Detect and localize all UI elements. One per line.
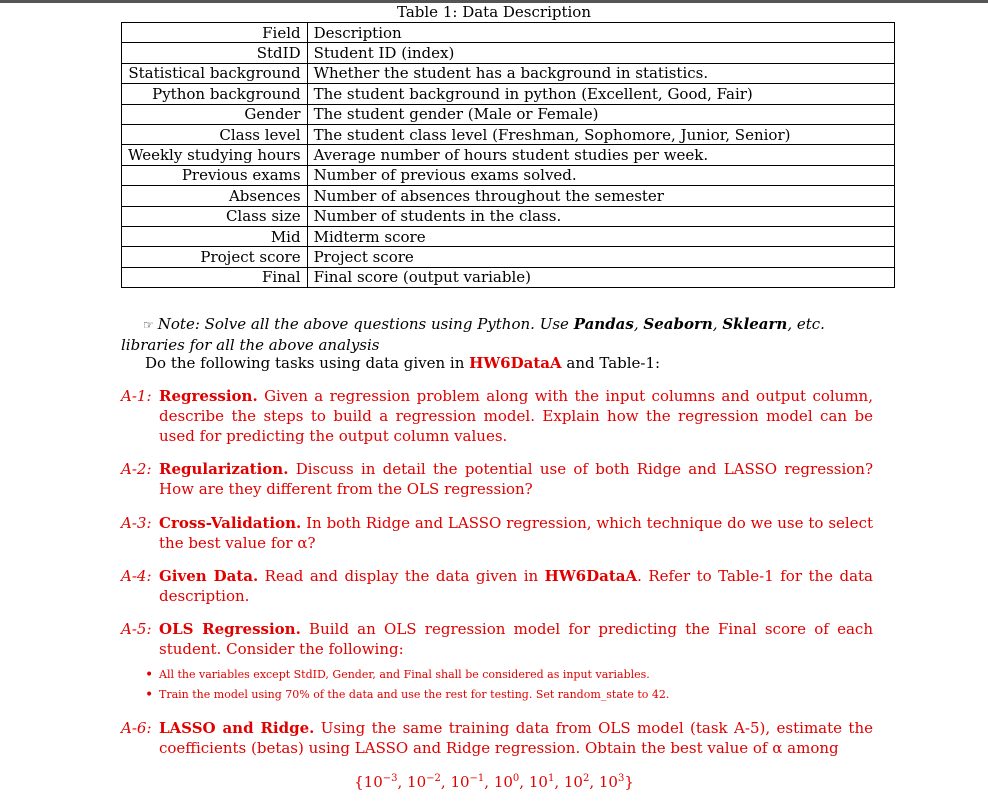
- formula-exponent: 3: [617, 773, 625, 784]
- formula-separator: ,: [519, 773, 529, 791]
- bullet-item: • All the variables except StdID, Gender, and Final shall be considered as input variables.: [159, 665, 873, 685]
- table-row: [122, 206, 895, 226]
- note-sep: ,: [712, 315, 723, 333]
- row-description: Project score: [307, 247, 894, 267]
- row-field: StdID: [122, 43, 308, 63]
- tasks-intro-text: Do the following tasks using data given in: [145, 354, 470, 372]
- row-description: The student class level (Freshman, Sophomore, Junior, Senior): [307, 124, 894, 144]
- table-header-row: [122, 23, 895, 43]
- task-number: A-5:: [121, 620, 152, 638]
- task-heading: LASSO and Ridge.: [159, 719, 315, 737]
- formula-exponent: −3: [382, 773, 398, 784]
- formula-exponent: 1: [547, 773, 555, 784]
- row-description: Number of students in the class.: [307, 206, 894, 226]
- row-field: Class level: [122, 124, 308, 144]
- tasks-intro: [145, 353, 660, 373]
- formula-base: 10: [450, 773, 470, 791]
- task-a1: [121, 386, 873, 446]
- formula-exponent: −2: [426, 773, 441, 784]
- row-description: Average number of hours student studies per week.: [307, 145, 894, 165]
- pointing-hand-icon: ☞: [143, 318, 154, 332]
- task-a4: [121, 566, 873, 606]
- row-field: Class size: [122, 206, 308, 226]
- library-pandas: Pandas: [573, 315, 634, 333]
- task-a5: [121, 619, 873, 705]
- task-heading: Regression.: [159, 387, 258, 405]
- tasks-intro-suffix: and Table-1:: [561, 354, 661, 372]
- row-field: Weekly studying hours: [122, 145, 308, 165]
- formula-base: 10: [563, 773, 583, 791]
- note-sep: ,: [633, 315, 644, 333]
- table-row: [122, 124, 895, 144]
- row-description: Final score (output variable): [307, 267, 894, 287]
- table-row: [122, 104, 895, 124]
- table-row: [122, 63, 895, 83]
- row-field: Statistical background: [122, 63, 308, 83]
- formula-base: 10: [407, 773, 427, 791]
- table-row: [122, 186, 895, 206]
- formula-brace-close: }: [624, 773, 634, 791]
- task-heading: Regularization.: [159, 460, 289, 478]
- task-number: A-6:: [121, 719, 152, 737]
- task-text: Build an OLS regression model for predicting the Final score of each student. Consider the following:: [159, 620, 873, 658]
- alpha-candidates-formula: [0, 773, 988, 791]
- task-a6: [121, 718, 873, 758]
- row-description: Midterm score: [307, 226, 894, 246]
- note-text: Note: Solve all the above questions using Python. Use: [157, 315, 574, 333]
- task-number: A-3:: [121, 514, 152, 532]
- dataset-name: HW6DataA: [469, 354, 562, 372]
- dataset-name: HW6DataA: [544, 567, 638, 585]
- task-text-end: . Refer to Table-1 for the data description.: [159, 567, 873, 605]
- formula-brace-open: {: [354, 773, 364, 791]
- task-heading: Given Data.: [159, 567, 259, 585]
- task-number: A-2:: [121, 460, 152, 478]
- task-number: A-1:: [121, 387, 152, 405]
- note-paragraph: [121, 314, 881, 355]
- row-field: Previous exams: [122, 165, 308, 185]
- formula-separator: ,: [397, 773, 408, 791]
- table-row: [122, 84, 895, 104]
- row-field: Project score: [122, 247, 308, 267]
- note-suffix: , etc. libraries for all the above analysis: [121, 315, 825, 354]
- row-field: Mid: [122, 226, 308, 246]
- formula-separator: ,: [554, 773, 564, 791]
- task-a5-bullets: [121, 665, 873, 705]
- formula-separator: ,: [589, 773, 599, 791]
- header-field: Field: [122, 23, 308, 43]
- task-text: Using the same training data from OLS model (task A-5), estimate the coefficients (betas) using LASSO and Ridge regression. Obtain the best value of α among: [159, 719, 873, 757]
- row-field: Absences: [122, 186, 308, 206]
- table-row: [122, 165, 895, 185]
- row-description: Number of absences throughout the semester: [307, 186, 894, 206]
- table-row: [122, 145, 895, 165]
- task-text: Read and display the data given in: [258, 567, 545, 585]
- formula-exponent: −1: [469, 773, 485, 784]
- formula-exponent: 2: [582, 773, 590, 784]
- table-row: [122, 267, 895, 287]
- formula-separator: ,: [484, 773, 494, 791]
- row-description: The student background in python (Excellent, Good, Fair): [307, 84, 894, 104]
- table-row: [122, 226, 895, 246]
- table-row: [122, 247, 895, 267]
- library-seaborn: Seaborn: [643, 315, 713, 333]
- row-description: Student ID (index): [307, 43, 894, 63]
- task-heading: Cross-Validation.: [159, 514, 302, 532]
- formula-base: 10: [528, 773, 548, 791]
- formula-separator: ,: [440, 773, 451, 791]
- task-a2: [121, 459, 873, 499]
- row-field: Python background: [122, 84, 308, 104]
- task-a3: [121, 513, 873, 553]
- data-description-table: [121, 22, 895, 288]
- formula-base: 10: [493, 773, 513, 791]
- task-text: In both Ridge and LASSO regression, which technique do we use to select the best value for α?: [159, 514, 873, 552]
- header-description: Description: [307, 23, 894, 43]
- row-field: Gender: [122, 104, 308, 124]
- bullet-item: • Train the model using 70% of the data and use the rest for testing. Set random_state to 42.: [159, 685, 873, 705]
- table-row: [122, 43, 895, 63]
- formula-base: 10: [363, 773, 383, 791]
- formula-base: 10: [598, 773, 618, 791]
- task-text: Given a regression problem along with the input columns and output column, describe the steps to build a regression model. Explain how the regression model can be used for predicting the output column values.: [159, 387, 873, 445]
- table-caption: Table 1: Data Description: [397, 3, 591, 21]
- library-sklearn: Sklearn: [722, 315, 788, 333]
- formula-exponent: 0: [512, 773, 520, 784]
- row-description: The student gender (Male or Female): [307, 104, 894, 124]
- task-text: Discuss in detail the potential use of both Ridge and LASSO regression? How are they different from the OLS regression?: [159, 460, 873, 498]
- row-description: Whether the student has a background in statistics.: [307, 63, 894, 83]
- task-heading: OLS Regression.: [159, 620, 301, 638]
- task-number: A-4:: [121, 567, 152, 585]
- row-description: Number of previous exams solved.: [307, 165, 894, 185]
- row-field: Final: [122, 267, 308, 287]
